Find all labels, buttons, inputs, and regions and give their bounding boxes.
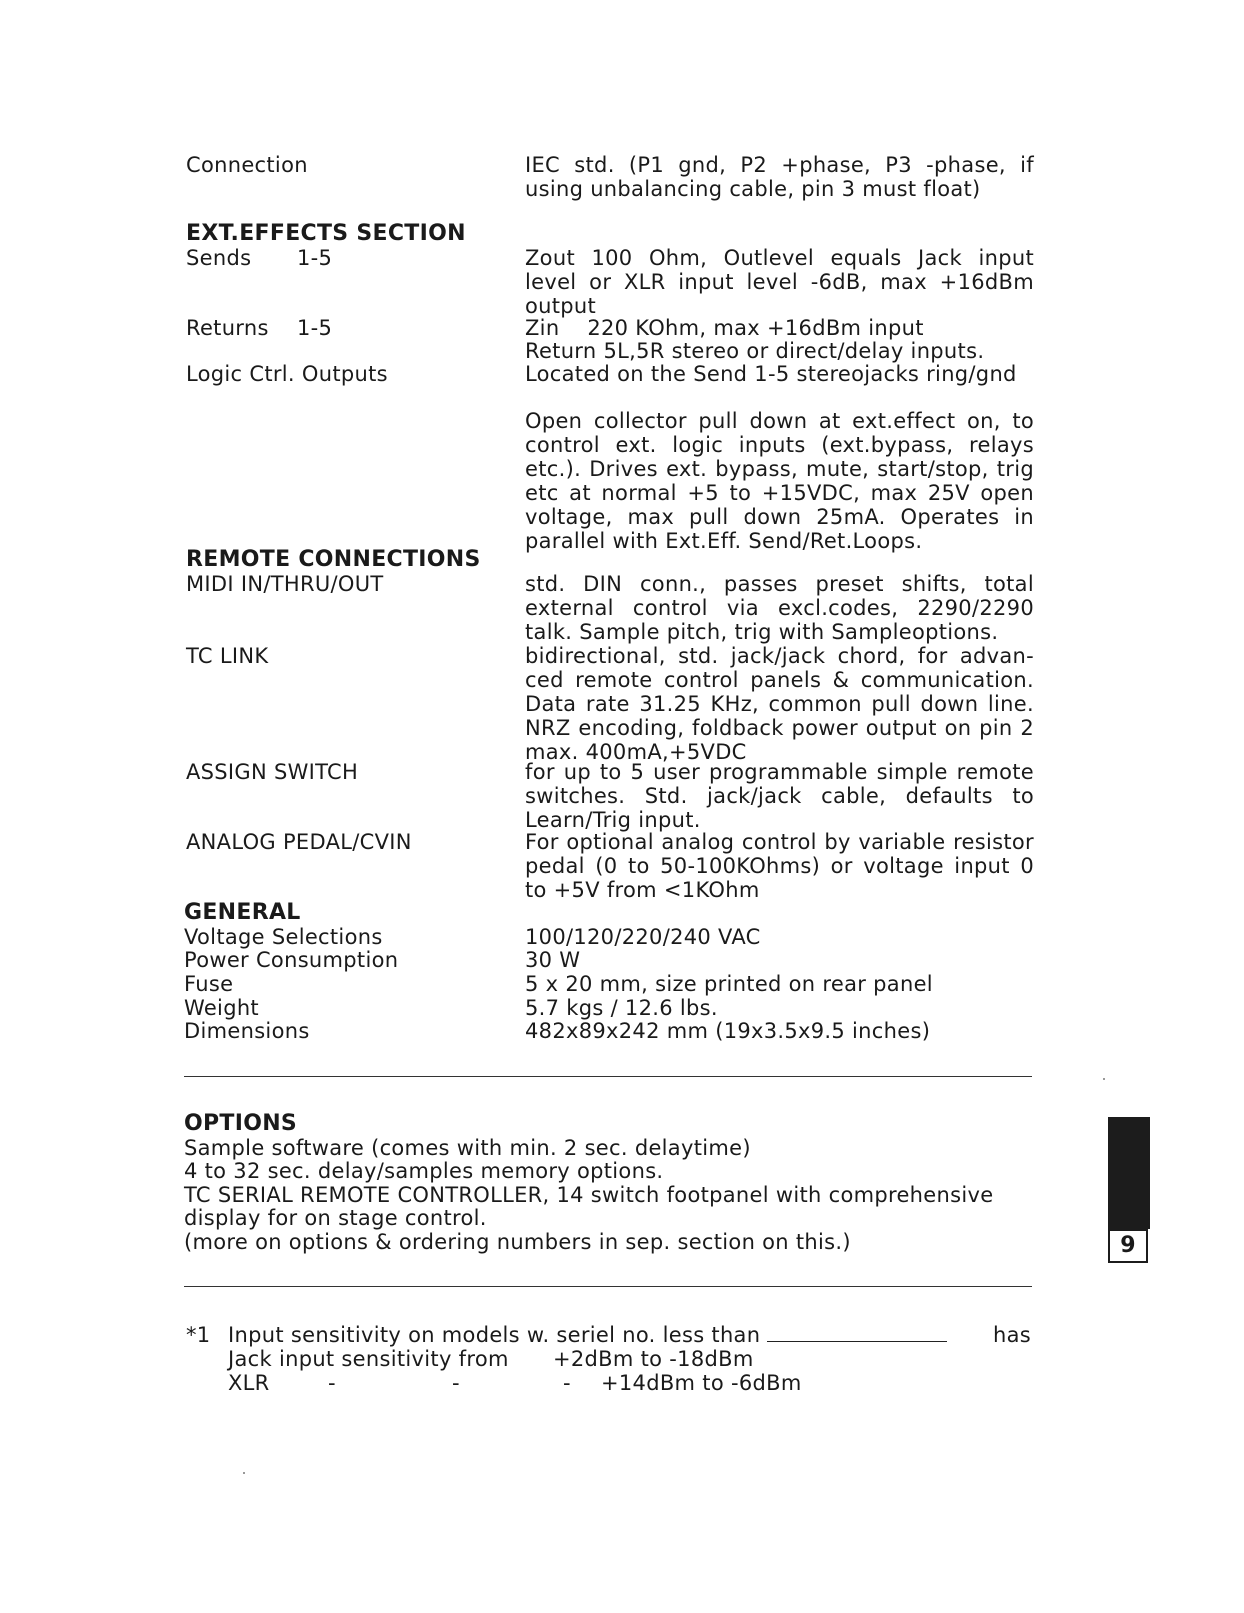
scan-speck (1103, 1078, 1105, 1080)
xlr-value: +14dBm to -6dBm (601, 1371, 802, 1395)
connection-label: Connection (186, 153, 308, 177)
logic-value-1: Located on the Send 1-5 stereojacks ring/gnd (525, 362, 1017, 386)
options-line: (more on options & ordering numbers in sep. section on this.) (184, 1230, 851, 1254)
sends-range: 1-5 (297, 246, 333, 270)
scan-speck (243, 1472, 245, 1474)
jack-value: +2dBm to -18dBm (553, 1347, 754, 1371)
assign-label: ASSIGN SWITCH (186, 760, 359, 784)
page-number: 9 (1108, 1229, 1148, 1263)
footnote-has: has (993, 1323, 1032, 1347)
xlr-dash: - (563, 1371, 571, 1395)
midi-label: MIDI IN/THRU/OUT (186, 572, 384, 596)
xlr-dash: - (452, 1371, 460, 1395)
tclink-value: bidirectional, std. jack/jack chord, for advan-ced remote control panels & communication. Data rate 31.25 KHz, common pull down line. NRZ encoding, foldback power output on pin 2 max. 400mA,+5VDC (525, 644, 1034, 764)
general-value: 30 W (525, 948, 581, 972)
general-label: Weight (184, 996, 259, 1020)
general-heading: GENERAL (184, 900, 301, 925)
general-label: Dimensions (184, 1019, 310, 1043)
ext-effects-heading: EXT.EFFECTS SECTION (186, 221, 466, 246)
logic-label: Logic Ctrl. Outputs (186, 362, 388, 386)
general-value: 5.7 kgs / 12.6 lbs. (525, 996, 718, 1020)
assign-value: for up to 5 user programmable simple remote switches. Std. jack/jack cable, defaults to Learn/Trig input. (525, 760, 1034, 832)
xlr-label: XLR (228, 1371, 270, 1395)
options-line: TC SERIAL REMOTE CONTROLLER, 14 switch footpanel with comprehensive (184, 1183, 994, 1207)
general-value: 5 x 20 mm, size printed on rear panel (525, 972, 933, 996)
returns-value-1: Zin 220 KOhm, max +16dBm input (525, 316, 924, 340)
analog-value: For optional analog control by variable resistor pedal (0 to 50-100KOhms) or voltage input 0 to +5V from <1KOhm (525, 830, 1034, 902)
footnote-marker: *1 (186, 1323, 211, 1347)
general-label: Power Consumption (184, 948, 399, 972)
page-tab-marker (1108, 1117, 1150, 1229)
tclink-label: TC LINK (186, 644, 269, 668)
returns-label: Returns (186, 316, 269, 340)
options-heading: OPTIONS (184, 1111, 298, 1136)
divider (184, 1286, 1032, 1287)
footnote-line1 (228, 1323, 947, 1347)
sends-value: Zout 100 Ohm, Outlevel equals Jack input level or XLR input level -6dB, max +16dBm output (525, 246, 1034, 318)
midi-value: std. DIN conn., passes preset shifts, total external control via excl.codes, 2290/2290 talk. Sample pitch, trig with Sampleoptions. (525, 572, 1034, 644)
jack-label: Jack input sensitivity from (228, 1347, 509, 1371)
divider (184, 1076, 1032, 1077)
connection-value: IEC std. (P1 gnd, P2 +phase, P3 -phase, if using unbalancing cable, pin 3 must float) (525, 153, 1034, 201)
options-line: 4 to 32 sec. delay/samples memory options. (184, 1159, 664, 1183)
returns-range: 1-5 (297, 316, 333, 340)
logic-value-2: Open collector pull down at ext.effect on, to control ext. logic inputs (ext.bypass, relays etc.). Drives ext. bypass, mute, start/stop, trig etc at normal +5 to +15VDC, max 25V open voltage, max pull down 25mA. Operates in parallel with Ext.Eff. Send/Ret.Loops. (525, 409, 1034, 553)
returns-value-2: Return 5L,5R stereo or direct/delay inputs. (525, 339, 985, 363)
general-label: Voltage Selections (184, 925, 383, 949)
general-value: 482x89x242 mm (19x3.5x9.5 inches) (525, 1019, 931, 1043)
analog-label: ANALOG PEDAL/CVIN (186, 830, 412, 854)
blank-underline (767, 1323, 947, 1342)
sends-label: Sends (186, 246, 252, 270)
options-line: Sample software (comes with min. 2 sec. delaytime) (184, 1136, 751, 1160)
options-line: display for on stage control. (184, 1206, 487, 1230)
xlr-dash: - (328, 1371, 336, 1395)
general-label: Fuse (184, 972, 234, 996)
remote-heading: REMOTE CONNECTIONS (186, 547, 481, 572)
footnote-line1-text: Input sensitivity on models w. seriel no. less than (228, 1323, 761, 1347)
general-value: 100/120/220/240 VAC (525, 925, 761, 949)
